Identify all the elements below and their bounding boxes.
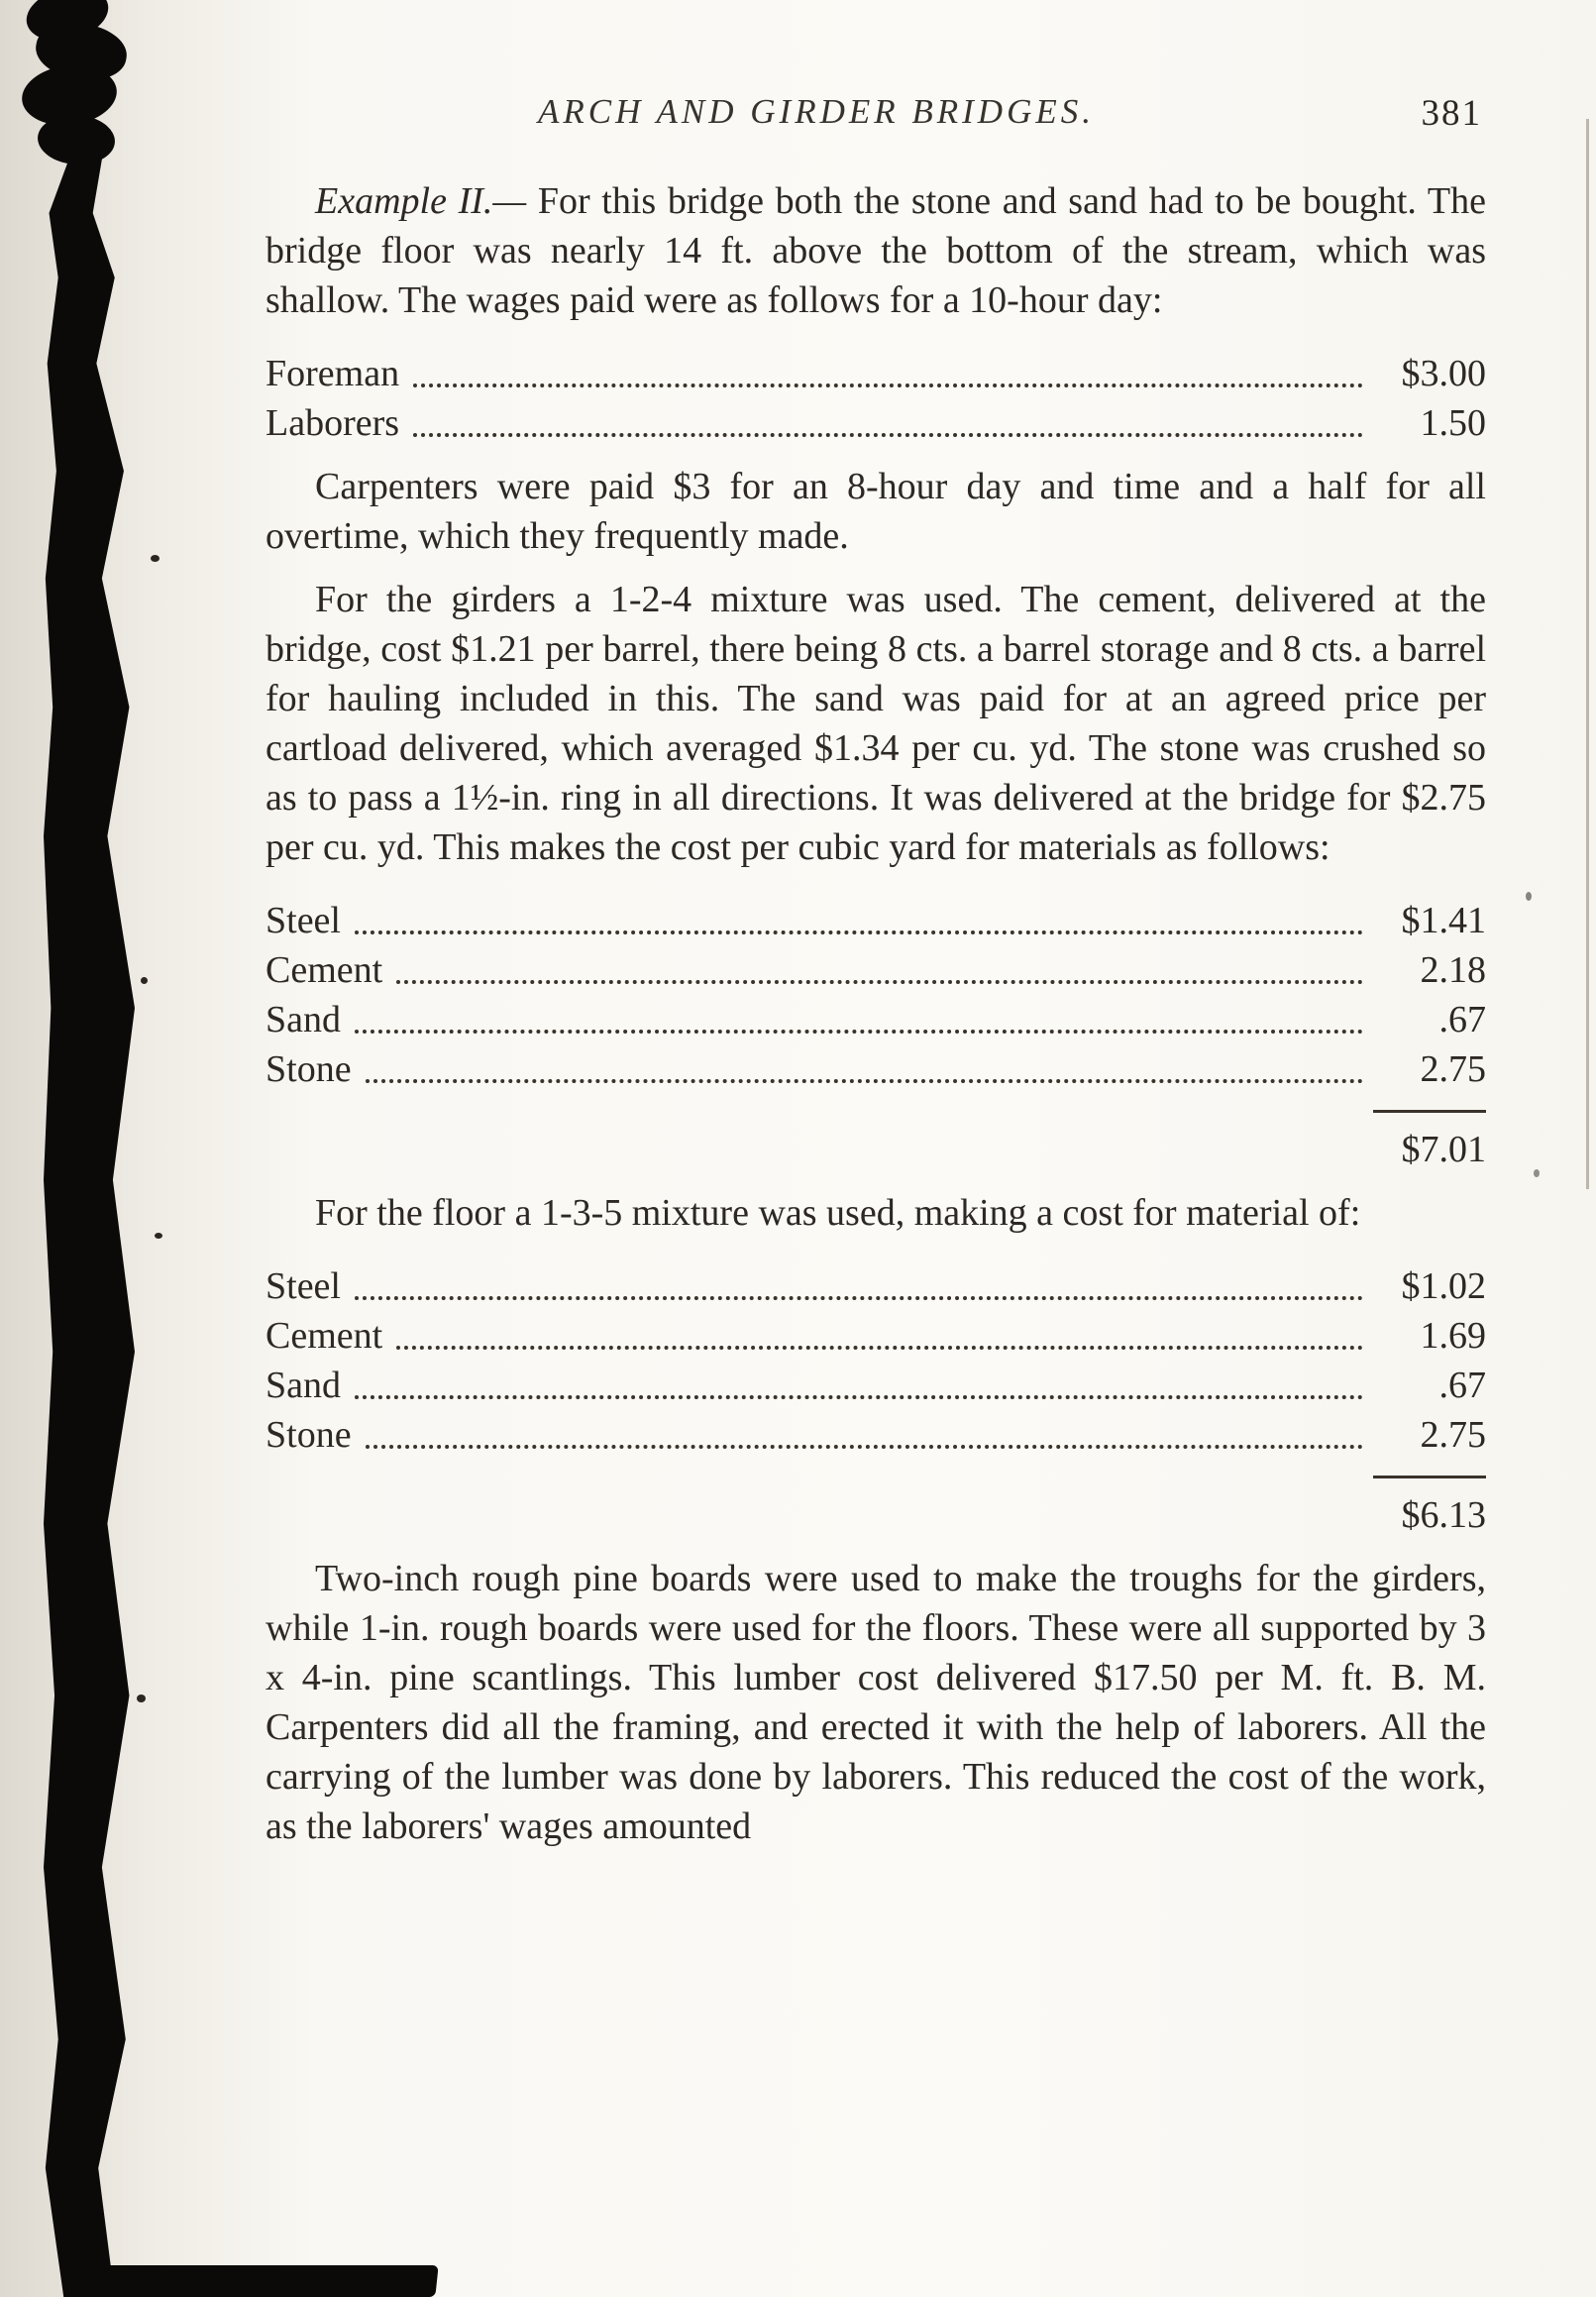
dot-leader (396, 1346, 1363, 1350)
materials-row (266, 1361, 1486, 1410)
paragraph-lumber: Two-inch rough pine boards were used to make the troughs for the girders, while 1-in. rough boards were used for the floors. These were all supported by 3 x 4-in. pine scantlings. This lumber cost delivered $17.50 per M. ft. B. M. Carpenters did all the framing, and erected it with the help of laborers. All the carrying of the lumber was done by laborers. This reduced the cost of the work, as the laborers' wages amounted (266, 1558, 1486, 1847)
girder-materials-table (266, 896, 1486, 1174)
total-value: $7.01 (1401, 1129, 1486, 1170)
dot-leader (396, 980, 1363, 984)
dot-leader (366, 1079, 1363, 1083)
material-label: Cement (266, 949, 383, 991)
example-label: Example II.— (315, 180, 538, 222)
wage-label: Laborers (266, 402, 400, 444)
scan-page-edge (1586, 119, 1589, 1189)
material-value: $1.41 (1401, 900, 1486, 941)
wage-table (266, 349, 1486, 448)
scan-speck (141, 977, 148, 984)
material-label: Steel (266, 1265, 341, 1307)
material-label: Stone (266, 1414, 352, 1456)
material-value: 1.69 (1420, 1315, 1486, 1357)
materials-row (266, 1311, 1486, 1361)
scan-speck (137, 1695, 146, 1702)
dot-leader (366, 1445, 1363, 1449)
material-label: Sand (266, 999, 341, 1040)
paragraph-floor-mixture: For the floor a 1-3-5 mixture was used, making a cost for material of: (315, 1192, 1361, 1234)
total-value: $6.13 (1401, 1494, 1486, 1536)
material-label: Stone (266, 1048, 352, 1090)
material-value: $1.02 (1401, 1265, 1486, 1307)
materials-row (266, 1410, 1486, 1460)
page-number: 381 (1421, 93, 1482, 134)
wage-value: $3.00 (1401, 353, 1486, 394)
materials-row (266, 896, 1486, 945)
paragraph-text: For this bridge both the stone and sand had to be bought. The bridge floor was nearly 14 ft. above the bottom of the stream, which was shallow. The wages paid were as follows for a 10-hour day: (266, 180, 1486, 321)
dot-leader (413, 433, 1363, 437)
material-value: .67 (1438, 1365, 1486, 1406)
material-label: Sand (266, 1365, 341, 1406)
material-value: 2.75 (1420, 1048, 1486, 1090)
material-value: 2.75 (1420, 1414, 1486, 1456)
material-label: Cement (266, 1315, 383, 1357)
total-rule (1373, 1476, 1486, 1478)
running-title: ARCH AND GIRDER BRIDGES. (538, 92, 1095, 131)
wage-value: 1.50 (1420, 402, 1486, 444)
material-value: .67 (1438, 999, 1486, 1040)
paragraph-girder-mixture: For the girders a 1-2-4 mixture was used. The cement, delivered at the bridge, cost $1.21 per barrel, there being 8 cts. a barrel storage and 8 cts. a barrel for hauling included in this. The sand was paid for at an agreed price per cartload delivered, which averaged $1.34 per cu. yd. The stone was crushed so as to pass a 1½-in. ring in all directions. It was delivered at the bridge for $2.75 per cu. yd. This makes the cost per cubic yard for materials as follows: (266, 579, 1486, 868)
materials-total (266, 1110, 1486, 1174)
dot-leader (355, 1030, 1363, 1034)
materials-row (266, 1044, 1486, 1094)
scan-speck (1526, 892, 1532, 901)
materials-row (266, 995, 1486, 1044)
page-content (266, 87, 1486, 1851)
dot-leader (355, 1296, 1363, 1300)
wage-row (266, 398, 1486, 448)
materials-row (266, 945, 1486, 995)
scan-speck (1534, 1169, 1540, 1177)
dot-leader (355, 930, 1363, 934)
scan-speck (151, 555, 160, 562)
scan-speck (155, 1233, 162, 1239)
materials-row (266, 1261, 1486, 1311)
total-rule (1373, 1110, 1486, 1113)
paragraph-carpenters: Carpenters were paid $3 for an 8-hour day and time and a half for all overtime, which they frequently made. (266, 466, 1486, 557)
scan-binding-band (44, 149, 135, 2297)
scan-bottom-strip (93, 2265, 438, 2297)
paragraph-example-ii (266, 176, 1486, 325)
dot-leader (355, 1395, 1363, 1399)
material-label: Steel (266, 900, 341, 941)
wage-label: Foreman (266, 353, 400, 394)
dot-leader (413, 383, 1363, 387)
page-header (266, 87, 1486, 143)
wage-row (266, 349, 1486, 398)
materials-total (266, 1476, 1486, 1540)
material-value: 2.18 (1420, 949, 1486, 991)
floor-materials-table (266, 1261, 1486, 1540)
